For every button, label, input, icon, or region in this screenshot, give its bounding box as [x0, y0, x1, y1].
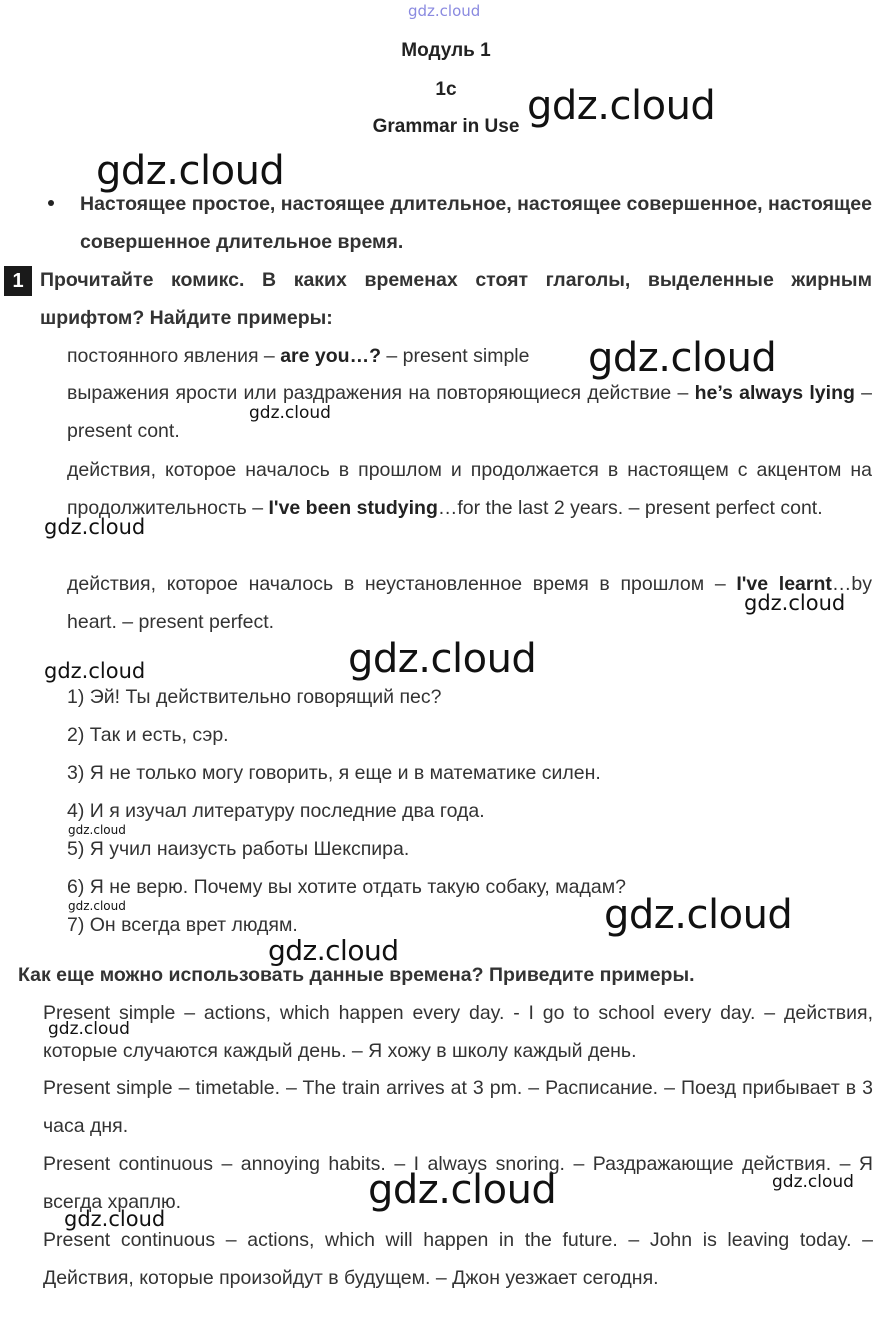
- translation-line: 5) Я учил наизусть работы Шекспира.: [67, 838, 410, 860]
- watermark: gdz.cloud: [588, 335, 777, 381]
- translation-line: 6) Я не верю. Почему вы хотите отдать такую собаку, мадам?: [67, 876, 626, 898]
- answer-1: постоянного явления – are you…? – present simple: [67, 345, 530, 367]
- watermark: gdz.cloud: [772, 1172, 854, 1192]
- watermark: gdz.cloud: [68, 899, 126, 913]
- watermark: gdz.cloud: [96, 148, 285, 194]
- translation-line: 4) И я изучал литературу последние два года.: [67, 800, 485, 822]
- watermark: gdz.cloud: [44, 659, 146, 683]
- section-title: Grammar in Use: [372, 116, 520, 137]
- translation-line: 1) Эй! Ты действительно говорящий пес?: [67, 686, 442, 708]
- answer-3: действия, которое началось в прошлом и продолжается в настоящем с акцентом на продолжительность – I've been studying…for the last 2 years. – present perfect cont.: [67, 459, 872, 519]
- watermark: gdz.cloud: [268, 934, 399, 967]
- watermark: gdz.cloud: [68, 823, 126, 837]
- module-title: Модуль 1: [401, 40, 491, 61]
- task2-question: Как еще можно использовать данные времена? Приведите примеры.: [18, 964, 695, 986]
- example-2: Present simple – timetable. – The train arrives at 3 pm. – Расписание. – Поезд прибывает в 3 часа дня.: [43, 1077, 873, 1137]
- watermark: gdz.cloud: [527, 83, 716, 129]
- example-3: Present continuous – annoying habits. – I always snoring. – Раздражающие действия. – Я всегда храплю.: [43, 1153, 873, 1213]
- lesson-number: 1с: [435, 79, 457, 100]
- watermark: gdz.cloud: [348, 636, 537, 682]
- task1-instruction: Прочитайте комикс. В каких временах стоят глаголы, выделенные жирным шрифтом? Найдите примеры:: [40, 269, 872, 329]
- watermark: gdz.cloud: [368, 1167, 557, 1213]
- translation-line: 3) Я не только могу говорить, я еще и в математике силен.: [67, 762, 601, 784]
- watermark: gdz.cloud: [249, 403, 331, 423]
- watermark: gdz.cloud: [48, 1019, 130, 1039]
- bullet-icon: [48, 200, 54, 206]
- translation-line: 7) Он всегда врет людям.: [67, 914, 298, 936]
- topic-text: Настоящее простое, настоящее длительное, настоящее совершенное, настоящее совершенное длительное время.: [80, 193, 872, 253]
- watermark: gdz.cloud: [744, 591, 846, 615]
- watermark: gdz.cloud: [604, 892, 793, 938]
- watermark-top: gdz.cloud: [408, 2, 481, 20]
- task-number-badge: 1: [4, 266, 32, 296]
- example-4: Present continuous – actions, which will happen in the future. – John is leaving today. – Действия, которые произойдут в будущем. – Джон уезжает сегодня.: [43, 1229, 873, 1289]
- example-1: Present simple – actions, which happen every day. - I go to school every day. – действия, которые случаются каждый день. – Я хожу в школу каждый день.: [43, 1002, 873, 1062]
- watermark: gdz.cloud: [44, 515, 146, 539]
- watermark: gdz.cloud: [64, 1207, 166, 1231]
- answer-4: действия, которое началось в неустановленное время в прошлом – I've learnt…by heart. – present perfect.: [67, 573, 872, 633]
- translation-line: 2) Так и есть, сэр.: [67, 724, 229, 746]
- answer-2: выражения ярости или раздражения на повторяющиеся действие – he’s always lying – present cont.: [67, 382, 872, 442]
